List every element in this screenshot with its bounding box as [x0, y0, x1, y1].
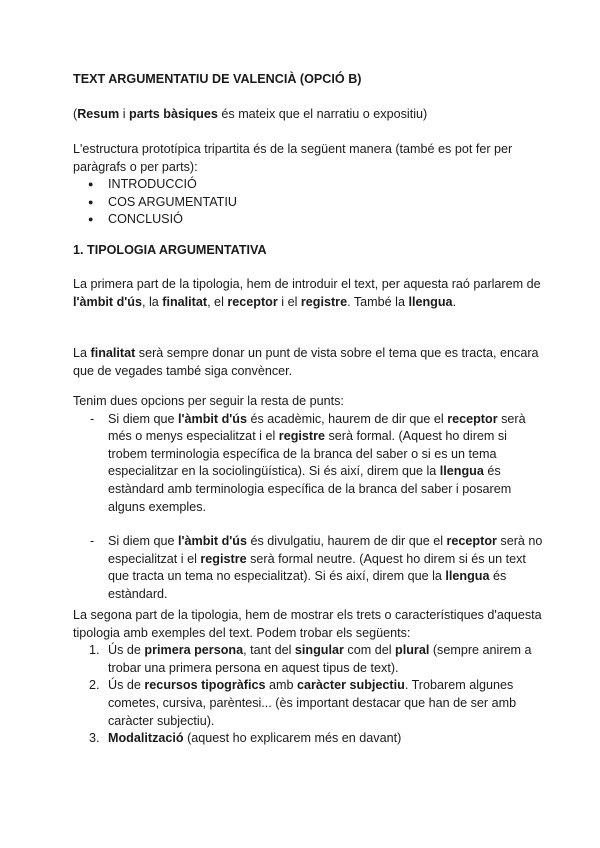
list-item: ● CONCLUSIÓ [73, 211, 543, 229]
text-run: (sempre anirem a trobar una primera persona en aquest tipus de text). [108, 643, 532, 675]
text-run: és divulgatiu, haurem de dir que el [246, 534, 447, 549]
list-item [73, 730, 548, 748]
text-bold: receptor [447, 411, 498, 426]
text-run: com del [343, 643, 396, 658]
text-run: Si diem que [108, 534, 179, 549]
intro-open: ( [73, 107, 78, 121]
text-bold: finalitat [90, 346, 136, 360]
paragraph-4: La segona part de la tipologia, hem de mostrar els trets o característiques d'aquesta tipologia amb exemples del text. Podem trobar els següents: [73, 608, 542, 640]
structure-list [73, 176, 543, 229]
list-number: 2. [89, 678, 100, 693]
paragraph-2 [73, 345, 543, 380]
text-run: , la [141, 294, 163, 309]
options-block [73, 393, 543, 604]
text-run: (aquest ho explicarem més en davant) [183, 731, 402, 746]
text-run: Ús de [108, 643, 145, 658]
list-item [73, 533, 545, 603]
text-run: . [452, 294, 457, 309]
list-item [73, 677, 548, 730]
intro-resum: Resum [77, 107, 120, 121]
text-run: és estàndard. [108, 569, 507, 601]
text-run: serà sempre donar un punt de vista sobre el tema que es tracta, encara que de vegades també siga convèncer. [73, 346, 539, 378]
text-run: serà formal neutre. (Aquest ho direm si és un text que tracta un tema no especialitzat). Si és així, direm que la [108, 551, 526, 584]
text-run: . També la [347, 294, 409, 309]
list-item [73, 411, 545, 517]
text-bold: registre [300, 294, 348, 309]
text-bold: llengua [408, 294, 453, 309]
document-title: TEXT ARGUMENTATIU DE VALENCIÀ (OPCIÓ B) [73, 72, 362, 86]
text-run: . Trobarem algunes cometes, cursiva, parèntesi... (ès important destacar que han de ser amb caràcter subjectiu). [108, 678, 517, 728]
text-bold: recursos tipogràfics [144, 678, 266, 693]
paragraph-1 [73, 276, 543, 311]
intro-rest: és mateix que el narratiu o expositiu) [217, 107, 428, 121]
text-bold: Modalització [108, 731, 184, 746]
list-item: ● INTRODUCCIÓ [73, 176, 543, 194]
paragraph-3: Tenim dues opcions per seguir la resta de punts: [73, 394, 344, 408]
intro-paragraph [73, 106, 543, 124]
text-run: és acadèmic, haurem de dir que el [246, 411, 448, 426]
text-run: La primera part de la tipologia, hem de introduir el text, per aquesta raó parlarem de [73, 277, 541, 291]
text-bold: registre [200, 551, 247, 566]
text-run: és estàndard amb terminologia específica de la branca del saber i posarem alguns exemples. [108, 464, 512, 514]
text-bold: l'àmbit d'ús [178, 411, 247, 426]
text-run: La [73, 346, 91, 360]
structure-block [73, 141, 543, 229]
text-run: Ús de [108, 678, 145, 693]
text-bold: llengua [439, 464, 484, 479]
text-bold: finalitat [162, 294, 208, 309]
text-run: , el [207, 294, 228, 309]
features-block [73, 607, 543, 748]
list-number: 1. [89, 643, 100, 658]
text-run: serà no especialitzat i el [108, 534, 543, 566]
text-run: amb [265, 678, 297, 693]
text-bold: primera persona [144, 643, 244, 658]
text-bold: registre [278, 429, 325, 444]
text-bold: singular [294, 643, 344, 658]
text-bold: receptor [227, 294, 278, 309]
list-item [73, 642, 548, 677]
intro-i: i [119, 107, 129, 121]
text-bold: llengua [445, 569, 490, 584]
options-list [73, 411, 543, 604]
text-run: , tant del [243, 643, 295, 658]
text-bold: receptor [446, 534, 497, 549]
text-run: Si diem que [108, 411, 179, 426]
text-bold: plural [395, 643, 430, 658]
text-bold: l'àmbit d'ús [178, 534, 247, 549]
text-run: i el [277, 294, 301, 309]
list-item: ● COS ARGUMENTATIU [73, 194, 543, 212]
features-list [73, 642, 543, 748]
intro-parts: parts bàsiques [129, 107, 218, 121]
list-number: 3. [89, 731, 100, 746]
text-run: serà més o menys especialitzat i el [108, 411, 526, 444]
text-run: serà formal. (Aquest ho direm si trobem terminologia específica de la branca del saber o si es un tema especialitzar en la sociolingüística). Si és així, direm que la [108, 429, 507, 479]
section-heading: 1. TIPOLOGIA ARGUMENTATIVA [73, 243, 267, 257]
text-bold: caràcter subjectiu [297, 678, 405, 693]
structure-text: L'estructura prototípica tripartita és de la següent manera (també es pot fer per paràgrafs o per parts): [73, 142, 513, 174]
text-bold: l'àmbit d'ús [73, 294, 142, 309]
